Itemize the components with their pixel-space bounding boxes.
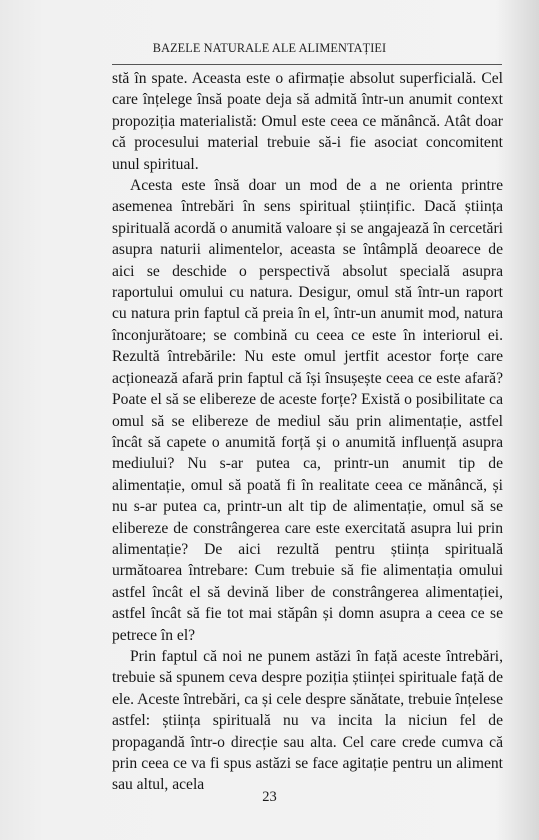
paragraph: Acesta este însă doar un mod de a ne orienta printre asemenea întrebări în sens spiritual științific. Dacă știința spirituală acordă o anumită valoare și se angajează în cercetări asupra naturii alimentelor, aceasta se întâmplă deoarece de aici se deschide o perspectivă absolut specială asupra raportului omului cu natura. Desigur, omul stă într-un raport cu natura prin faptul că preia în el, într-un anumit mod, natura înconjurătoare; se combină cu ceea ce este în interiorul ei. Rezultă întrebările: Nu este omul jertfit acestor forțe care acționează afară prin faptul că își însușește ceea ce este afară? Poate el să se elibereze de aceste forțe? Există o posibilitate ca omul să se elibereze de mediul său prin alimentație, astfel încât să capete o anumită forță și o anumită influență asupra mediului? Nu s-ar putea ca, printr-un anumit tip de alimentație, omul să poată fi în realitate ceea ce mănâncă, și nu s-ar putea ca, printr-un alt tip de alimentație, omul să se elibereze de constrângerea care este exercitată asupra lui prin alimentație? De aici rezultă pentru știința spirituală următoarea întrebare: Cum trebuie să fie alimentația omului astfel încât el să devină liber de constrângerea alimentației, astfel încât să fie tot mai stăpân și domn asupra a ceea ce se petrece în el? [112, 177, 503, 644]
running-head: BAZELE NATURALE ALE ALIMENTAȚIEI [152, 41, 387, 55]
paragraph: Prin faptul că noi ne punem astăzi în față aceste întrebări, trebuie să spunem ceva despre poziția științei spirituale față de ele. Aceste întrebări, ca și cele despre sănătate, trebuie înțelese astfel: știința spirituală nu va incita la niciun fel de propagandă într-o direcție sau alta. Cel care crede cumva că prin ceea ce va fi spus astăzi se face agitație pentru un aliment sau altul, acela [112, 647, 503, 794]
body-text [112, 68, 503, 796]
page-number: 23 [262, 789, 277, 805]
paragraph-continuation: stă în spate. Aceasta este o afirmație absolut superficială. Cel care înțelege însă poate deja să admită într-un anumit context propoziția materialistă: Omul este ceea ce mănâncă. Atât doar că procesului material trebuie să-i fie asociat concomitent unul spiritual. [112, 70, 503, 173]
header-rule [112, 64, 502, 65]
